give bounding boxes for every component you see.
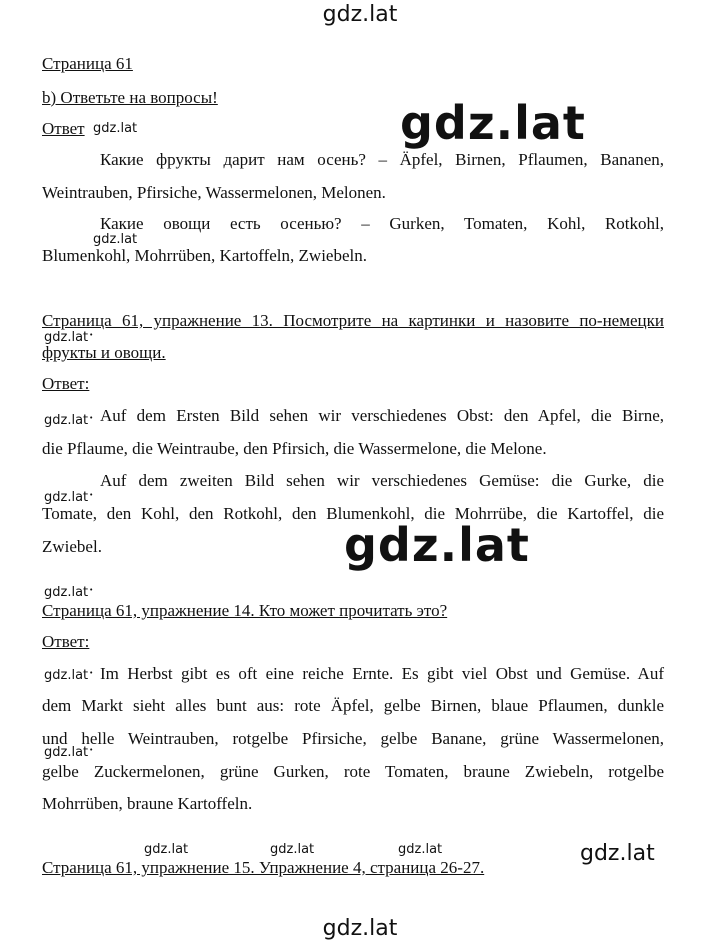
- watermark-top: gdz.lat: [322, 2, 398, 27]
- watermark-small: gdz.lat: [93, 121, 138, 136]
- watermark-small: gdz.lat •: [44, 413, 93, 428]
- watermark-small: gdz.lat: [398, 842, 443, 857]
- answer-label: Ответ: [42, 119, 85, 138]
- watermark-large-1: gdz.lat: [400, 96, 586, 150]
- reading-text-line: Im Herbst gibt es oft eine reiche Ernte. Es gibt viel Obst und Gemüse. Auf: [100, 664, 664, 683]
- watermark-large-2: gdz.lat: [344, 518, 530, 572]
- paragraph-line: Tomate, den Kohl, den Rotkohl, den Blumenkohl, die Mohrrübe, die Kartoffel, die: [42, 504, 664, 523]
- watermark-small: gdz.lat: [93, 232, 138, 247]
- answer-label: Ответ:: [42, 374, 90, 393]
- watermark-small: gdz.lat: [144, 842, 189, 857]
- section-heading: Страница 61, упражнение 13. Посмотрите на картинки и назовите по-немецки: [42, 311, 664, 330]
- paragraph-line: Auf dem zweiten Bild sehen wir verschiedenes Gemüse: die Gurke, die: [100, 471, 664, 490]
- section-heading: Страница 61, упражнение 15. Упражнение 4, страница 26-27.: [42, 858, 485, 877]
- answer-label: Ответ:: [42, 632, 90, 651]
- watermark-small: gdz.lat: [270, 842, 315, 857]
- paragraph-line: Zwiebel.: [42, 537, 102, 556]
- paragraph-line: Blumenkohl, Mohrrüben, Kartoffeln, Zwiebeln.: [42, 246, 367, 265]
- section-heading: Страница 61, упражнение 14. Кто может прочитать это?: [42, 601, 448, 620]
- reading-text-line: und helle Weintrauben, rotgelbe Pfirsiche, gelbe Banane, grüne Wassermelonen,: [42, 729, 664, 748]
- watermark-small: gdz.lat •: [44, 745, 93, 760]
- watermark-small: gdz.lat •: [44, 585, 93, 600]
- paragraph-line: die Pflaume, die Weintraube, den Pfirsich, die Wassermelone, die Melone.: [42, 439, 547, 458]
- watermark-right: gdz.lat: [580, 841, 655, 866]
- section-subheading: b) Ответьте на вопросы!: [42, 88, 218, 107]
- paragraph-line: Какие фрукты дарит нам осень? – Äpfel, Birnen, Pflaumen, Bananen,: [100, 150, 664, 169]
- paragraph-line: Auf dem Ersten Bild sehen wir verschiedenes Obst: den Apfel, die Birne,: [100, 406, 664, 425]
- reading-text-line: Mohrrüben, braune Kartoffeln.: [42, 794, 253, 813]
- watermark-small: gdz.lat •: [44, 490, 93, 505]
- section-heading: Страница 61: [42, 54, 133, 73]
- paragraph-line: Какие овощи есть осенью? – Gurken, Tomaten, Kohl, Rotkohl,: [100, 214, 664, 233]
- watermark-bottom: gdz.lat: [322, 916, 398, 941]
- watermark-small: gdz.lat •: [44, 668, 93, 683]
- paragraph-line: Weintrauben, Pfirsiche, Wassermelonen, Melonen.: [42, 183, 386, 202]
- watermark-small: gdz.lat •: [44, 330, 93, 345]
- reading-text-line: dem Markt sieht alles bunt aus: rote Äpfel, gelbe Birnen, blaue Pflaumen, dunkle: [42, 696, 664, 715]
- section-heading-continued: фрукты и овощи.: [42, 343, 166, 362]
- reading-text-line: gelbe Zuckermelonen, grüne Gurken, rote Tomaten, braune Zwiebeln, rotgelbe: [42, 762, 664, 781]
